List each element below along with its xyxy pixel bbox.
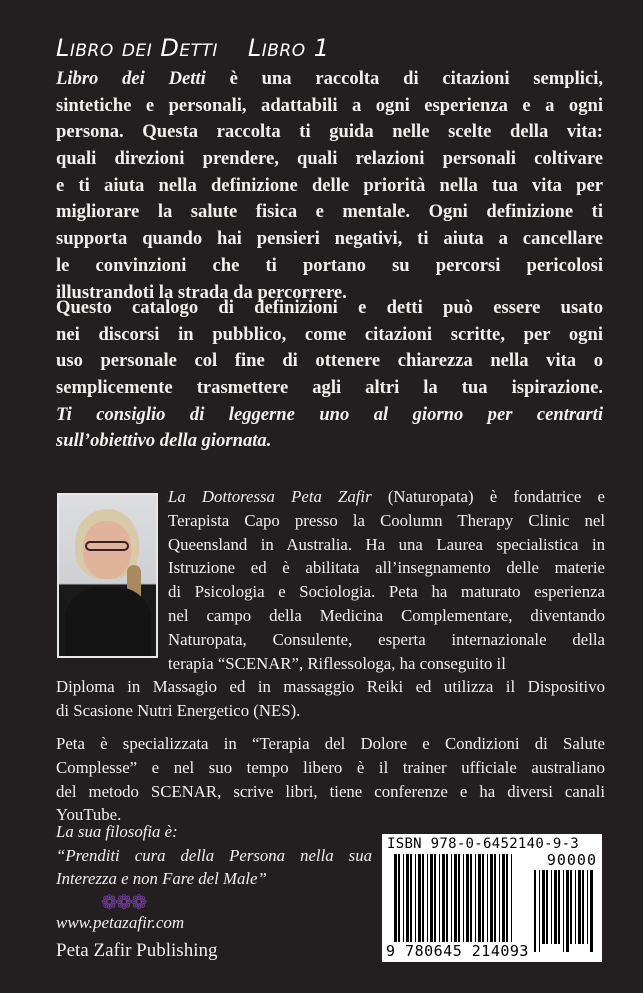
barcode-bar (558, 870, 560, 944)
barcode-bar (475, 854, 476, 942)
text-segment: Naturopata, Consulente, esperta internazionale della (168, 629, 605, 649)
barcode-bar (499, 854, 500, 942)
barcode-bar (590, 870, 593, 952)
text-segment: terapia “SCENAR”, Riflessologa, ha conseguito il (168, 653, 506, 673)
author-specialization (56, 732, 605, 827)
book-title (56, 34, 360, 62)
barcode-bar (434, 854, 436, 942)
text-segment: Complesse” e nel suo tempo libero è il trainer ufficiale australiano (56, 757, 605, 777)
text-segment: Libro dei Detti (56, 68, 206, 89)
text-line (56, 226, 603, 253)
barcode-bar (446, 854, 448, 942)
text-line (56, 699, 605, 723)
text-line (56, 402, 603, 429)
text-line (56, 173, 603, 200)
publisher-name: Peta Zafir Publishing (56, 940, 218, 961)
text-line (56, 868, 372, 891)
text-segment: nel campo della Medicina Complementare, diventando (168, 605, 605, 625)
text-line (168, 604, 605, 628)
barcode-bar (451, 854, 452, 942)
barcode-bar (466, 854, 469, 942)
text-segment: è una raccolta di citazioni semplici, (205, 68, 604, 89)
isbn-barcode (382, 834, 602, 962)
barcode-bar (442, 854, 445, 942)
text-line (56, 93, 603, 120)
barcode-bar (463, 854, 464, 942)
barcode-bar (539, 870, 540, 952)
barcode-bar (546, 870, 548, 944)
barcode-bar (502, 854, 505, 942)
text-line (56, 348, 603, 375)
barcode-bar (478, 854, 481, 942)
barcode-bar (454, 854, 457, 950)
barcode-bar (439, 854, 440, 942)
text-line (168, 580, 605, 604)
author-bio-continued (56, 675, 605, 723)
text-line (56, 375, 603, 402)
text-line (56, 845, 372, 868)
description-paragraph-1 (56, 66, 603, 306)
text-segment: del metodo SCENAR, scrive libri, tiene conferenze e ha diversi canali (56, 781, 605, 801)
text-segment: le convinzioni che ti portano su percorsi pericolosi (56, 254, 603, 276)
barcode-bar (566, 870, 569, 952)
barcode-bar (410, 854, 412, 942)
barcode-bar (490, 854, 493, 942)
barcode-bar (494, 854, 496, 942)
barcode-bar (554, 870, 557, 944)
text-segment: nei discorsi in pubblico, come citazioni scritte, per ogni (56, 323, 603, 345)
text-line (56, 675, 605, 699)
barcode-bar (398, 854, 400, 950)
barcode-digits: 9 780645 214093 (386, 942, 529, 960)
barcode-bar (551, 870, 552, 944)
author-bio (168, 485, 605, 675)
series-title: Libro dei Detti (56, 34, 218, 62)
author-photo (57, 493, 158, 658)
text-segment: migliorare la salute fisica e mentale. Ogni definizione ti (56, 201, 603, 223)
text-line (168, 556, 605, 580)
text-line (168, 485, 605, 509)
text-line (168, 509, 605, 533)
text-segment: “Prenditi cura della Persona nella sua (56, 846, 372, 865)
text-line (56, 756, 605, 780)
text-segment: Questo catalogo di definizioni e detti può essere usato (56, 297, 603, 318)
text-segment: supporta quando hai pensieri negativi, ti aiuta a cancellare (56, 228, 603, 250)
barcode-bar (422, 854, 424, 942)
text-line (168, 652, 605, 676)
text-line (56, 66, 603, 93)
description-paragraph-2 (56, 295, 603, 455)
text-segment: persona. Questa raccolta ti guida nelle scelte della vita: (56, 121, 603, 143)
barcode-bar (470, 854, 472, 942)
barcode-bar (487, 854, 488, 942)
barcode-bar (506, 854, 508, 942)
text-line (56, 253, 603, 280)
barcode-bar (406, 854, 409, 942)
text-segment: e ti aiuta nella definizione delle priorità nella tua vita per (56, 174, 603, 196)
text-segment: illustrandoti la strada da percorrere. (56, 281, 347, 303)
barcode-bar (418, 854, 421, 942)
text-segment: Istruzione ed è abilitata all’insegnamento delle materie (168, 558, 605, 578)
philosophy-quote (56, 845, 372, 890)
text-segment: sull’obiettivo della giornata. (56, 430, 272, 452)
website-link[interactable]: www.petazafir.com (56, 913, 185, 932)
text-line (56, 732, 605, 756)
text-line (56, 119, 603, 146)
barcode-bar (563, 870, 564, 952)
barcode-bar (394, 854, 397, 950)
text-line (56, 428, 603, 455)
text-segment: Terapista Capo presso la Coolumn Therapy Clinic nel (168, 510, 605, 530)
text-segment: La Dottoressa Peta Zafir (168, 487, 372, 506)
text-segment: Ti consiglio di leggerne uno al giorno per centrarti (56, 403, 603, 425)
barcode-bar (578, 870, 581, 944)
text-line (56, 146, 603, 173)
text-segment: di Psicologia e Sociologia. Peta ha maturato esperienza (168, 582, 605, 602)
text-line (168, 628, 605, 652)
text-line (56, 322, 603, 349)
text-segment: (Naturopata) è fondatrice e (371, 487, 605, 506)
text-segment: uso personale col fine di ottenere chiarezza nella vita o (56, 350, 603, 372)
barcode-bar (582, 870, 584, 944)
barcode-bar (430, 854, 433, 942)
text-line (168, 533, 605, 557)
barcode-bar (534, 870, 536, 952)
barcode-bar (575, 870, 576, 944)
text-segment: sintetiche e personali, adattabili a ogni esperienza e a ogni (56, 94, 603, 116)
text-segment: Queensland in Australia. Ha una Laurea specialistica in (168, 534, 605, 554)
philosophy-label: La sua filosofia è: (56, 822, 178, 841)
barcode-bar (570, 870, 572, 944)
barcode-bar (542, 870, 545, 944)
barcode-bar (482, 854, 484, 942)
barcode-bar (427, 854, 428, 942)
text-segment: quali direzioni prendere, quali relazioni personali coltivare (56, 148, 603, 170)
text-line (56, 295, 603, 322)
text-segment: di Scasione Nutri Energetico (NES). (56, 700, 301, 720)
text-segment: YouTube. (56, 805, 122, 825)
text-line (56, 780, 605, 804)
barcode-bar (458, 854, 460, 942)
barcode-addon: 90000 (546, 851, 597, 869)
isbn-label: ISBN 978-0-6452140-9-3 (387, 836, 580, 852)
volume-title: Libro 1 (247, 34, 330, 62)
text-segment: Diploma in Massagio ed in massaggio Reiki ed utilizza il Dispositivo (56, 677, 605, 696)
text-line (56, 199, 603, 226)
barcode-bar (403, 854, 404, 942)
text-segment: Peta è specializzata in “Terapia del Dolore e Condizioni di Salute (56, 734, 605, 753)
barcode-bar (587, 870, 588, 944)
text-segment: Interezza e non Fare del Male” (56, 868, 267, 888)
text-segment: semplicemente trasmettere agli altri la tua ispirazione. (56, 377, 603, 399)
publisher-logo-icon: ❁❁❁ (101, 892, 146, 914)
barcode-bar (511, 854, 512, 950)
barcode-bar (415, 854, 416, 942)
